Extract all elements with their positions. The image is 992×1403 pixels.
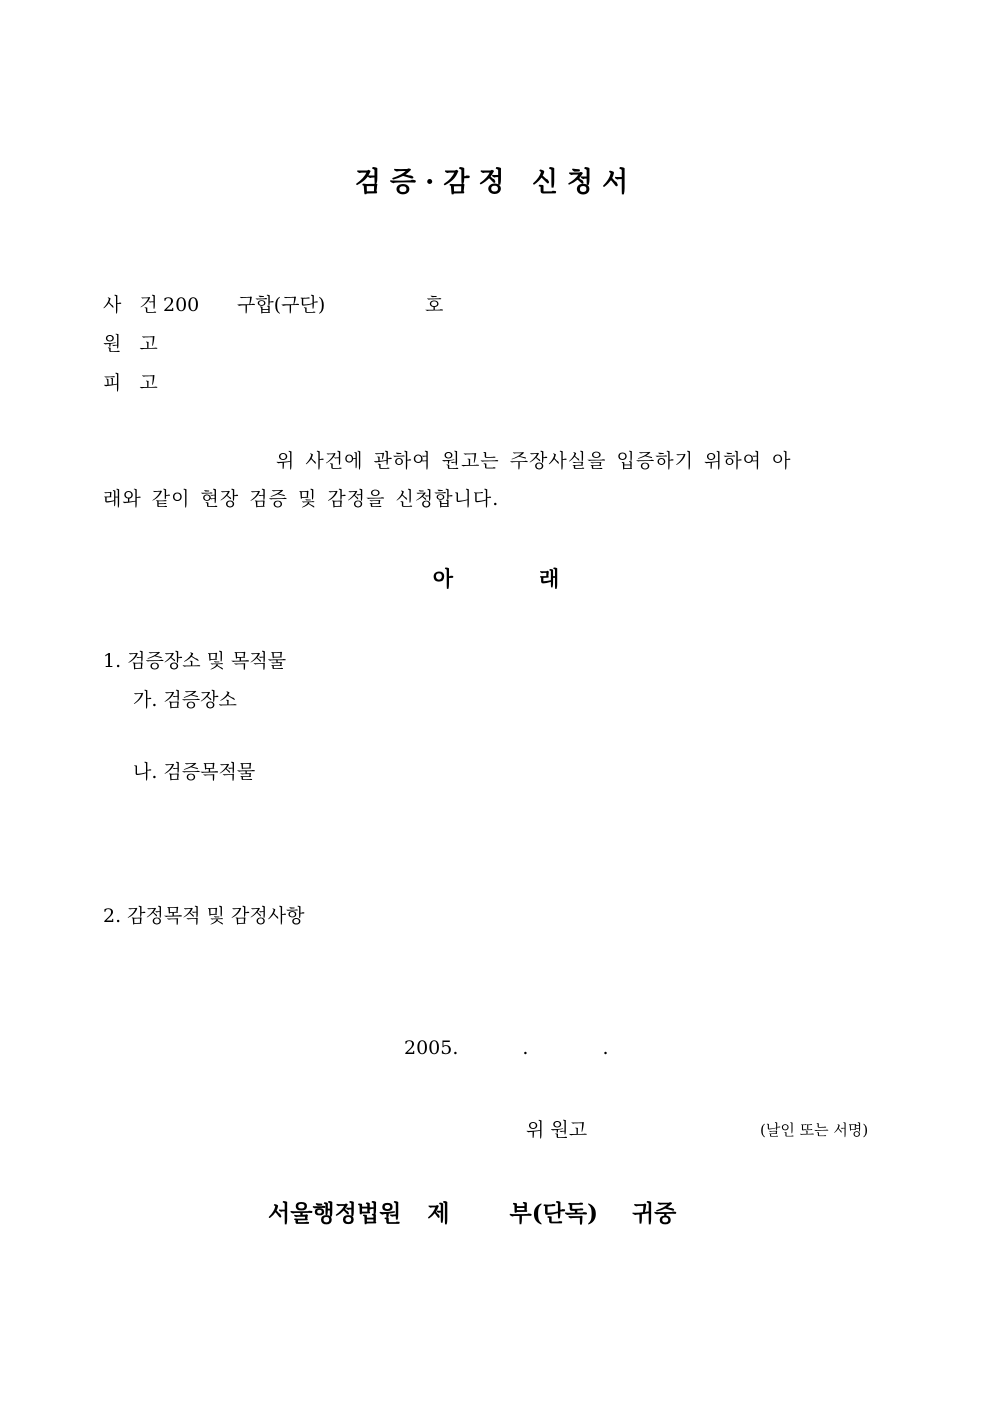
date-year: 2005. <box>404 1037 459 1059</box>
document-title: 검증·감정 신청서 <box>354 167 638 198</box>
defendant-row <box>103 368 163 395</box>
body-paragraph-line-1: 위 사건에 관하여 원고는 주장사실을 입증하기 위하여 아 <box>276 450 792 472</box>
court-addressee <box>268 1195 676 1228</box>
section-heading <box>0 563 992 593</box>
plaintiff-row <box>103 329 163 356</box>
plaintiff-label: 원 고 <box>103 333 164 355</box>
date-day-dot: . <box>602 1037 609 1059</box>
signature-note: (날인 또는 서명) <box>760 1121 869 1139</box>
section-heading-left: 아 <box>432 566 453 591</box>
case-number-suffix: 호 <box>425 294 444 316</box>
date-month-dot: . <box>522 1037 529 1059</box>
body-paragraph-line-2: 래와 같이 현장 검증 및 감정을 신청합니다. <box>103 488 500 510</box>
case-label: 사 건 <box>103 294 164 316</box>
section-heading-right: 래 <box>539 566 560 591</box>
court-division: 부(단독) <box>509 1200 598 1227</box>
defendant-label: 피 고 <box>103 372 164 394</box>
court-prefix: 제 <box>427 1200 450 1227</box>
item-1-heading: 1. 검증장소 및 목적물 <box>103 650 287 672</box>
signature-party: 위 원고 <box>526 1119 588 1141</box>
item-2-heading: 2. 감정목적 및 감정사항 <box>103 905 305 927</box>
item-1-b-inspection-object: 나. 검증목적물 <box>133 761 256 783</box>
court-name: 서울행정법원 <box>268 1200 402 1227</box>
case-number-row <box>103 290 443 317</box>
case-year: 200 <box>163 294 200 316</box>
case-type: 구합(구단) <box>237 294 326 316</box>
court-suffix: 귀중 <box>631 1200 677 1227</box>
item-1-a-inspection-place: 가. 검증장소 <box>133 689 237 711</box>
filing-date <box>404 1037 609 1059</box>
